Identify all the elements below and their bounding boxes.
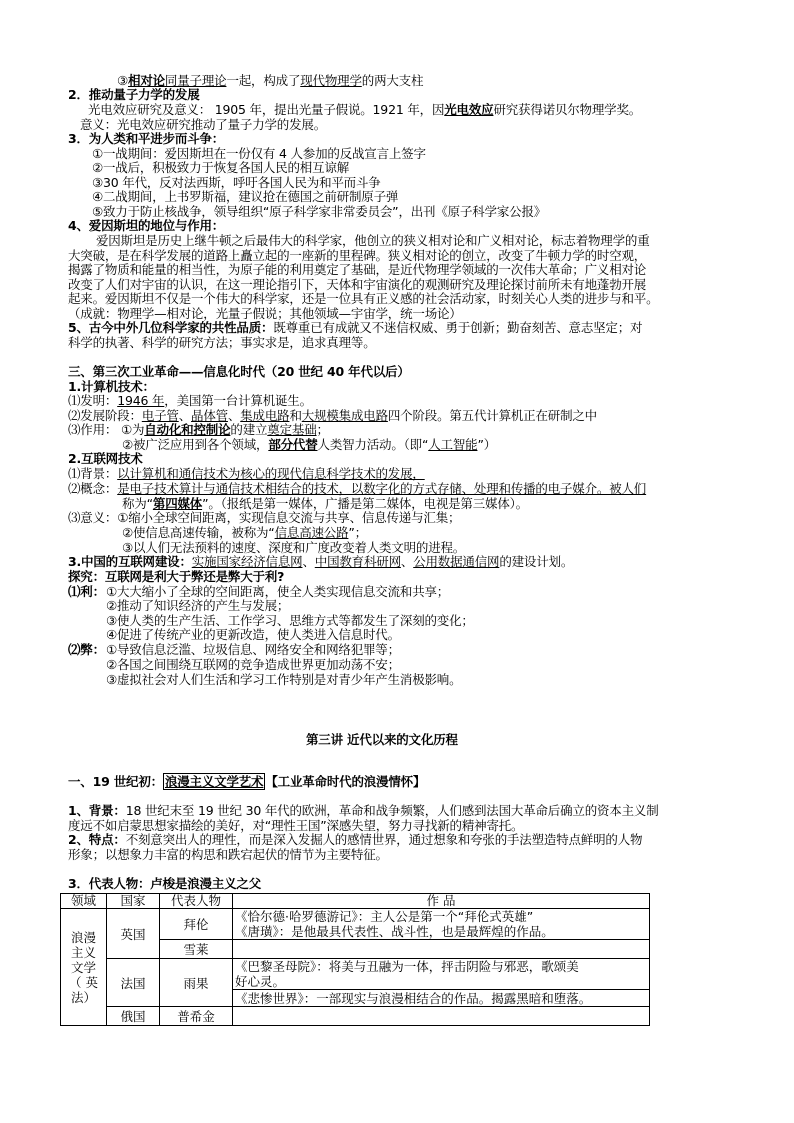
cons-item: ③虚拟社会对人们生活和学习工作特别是对青少年产生消极影响。 bbox=[106, 672, 462, 687]
text: ②被广泛应用到各个领域， bbox=[122, 437, 269, 452]
country-cell: 英国 bbox=[107, 909, 160, 959]
text: 一、19 世纪初： bbox=[68, 774, 163, 789]
works-cell: 《悲惨世界》：一部现实与浪漫相结合的作品。揭露黑暗和堕落。 bbox=[233, 990, 650, 1007]
person-cell: 拜伦 bbox=[160, 909, 233, 940]
scientist-qualities-2: 科学的执著、科学的研究方法；事实求是，追求真理等。 bbox=[68, 335, 376, 350]
status-line: （成就：物理学—相对论，光量子假说；其他领域—宇宙学，统一场论） bbox=[68, 306, 462, 321]
table-row bbox=[61, 909, 650, 940]
text: ⑴发明： bbox=[68, 393, 118, 408]
internet-concept-2 bbox=[122, 496, 528, 511]
heading-computer: 1.计算机技术： bbox=[68, 379, 155, 394]
text: 5、古今中外几位科学家的共性品质： bbox=[68, 320, 274, 335]
pros-item: ③使人类的生产生活、工作学习、思维方式等都发生了深刻的变化； bbox=[106, 613, 474, 628]
table-row bbox=[61, 959, 650, 990]
text: ”。（报纸是第一媒体，广播是第二媒体，电视是第三媒体）。 bbox=[202, 496, 528, 511]
text: 研究获得诺贝尔物理学奖。 bbox=[493, 102, 642, 117]
text: 相对论 bbox=[128, 73, 165, 88]
internet-meaning-1: ⑶意义：①缩小全球空间距离，实现信息交流与共享、信息传递与汇集； bbox=[68, 510, 461, 525]
status-line: 大突破，是在科学发展的道路上矗立起的一座新的里程碑。狭义相对论的创立，改变了牛顿力学的时空观， bbox=[68, 248, 647, 263]
inquiry-question: 探究：互联网是利大于弊还是弊大于利? bbox=[68, 569, 285, 584]
header-works: 作 品 bbox=[233, 894, 650, 909]
computer-stages bbox=[68, 408, 597, 423]
background-line-2: 度远不如启蒙思想家描绘的美好，对“理性王国”深感失望，努力寻找新的精神寄托。 bbox=[68, 818, 524, 833]
cons-label: ⑵弊： bbox=[68, 642, 105, 657]
lecture-title: 第三讲 近代以来的文化历程 bbox=[306, 732, 458, 747]
peace-item: ④二战期间，上书罗斯福，建议抢在德国之前研制原子弹 bbox=[92, 189, 399, 204]
person-cell: 普希金 bbox=[160, 1007, 233, 1026]
field-text: 浪漫 bbox=[70, 929, 96, 945]
text: 既尊重已有成就又不迷信权威、勇于创新；勤奋刻苦、意志坚定；对 bbox=[273, 320, 643, 335]
text: 公用数据通信网 bbox=[413, 554, 500, 569]
works-cell bbox=[233, 959, 650, 990]
section-title-info-age: 三、第三次工业革命——信息化时代（20 世纪 40 年代以后） bbox=[68, 364, 410, 379]
field-cell bbox=[61, 909, 107, 1026]
table-row bbox=[61, 1007, 650, 1026]
text: 、 bbox=[227, 408, 241, 423]
text: ③ bbox=[117, 73, 129, 88]
heading-romanticism bbox=[68, 774, 425, 789]
china-internet bbox=[68, 554, 573, 569]
text: ②使信息高速传输，被称为“ bbox=[122, 525, 275, 540]
text: 和 bbox=[289, 408, 302, 423]
text: 光电效应研究及意义： 1905 年，提出光量子假说。1921 年，因 bbox=[88, 102, 445, 117]
status-line: 揭露了物质和能量的相当性，为原子能的利用奠定了基础，是近代物理学领域的一次伟大革命；广义相对论 bbox=[68, 262, 647, 277]
background-line bbox=[68, 803, 659, 818]
text: 第四媒体 bbox=[152, 496, 203, 511]
features-line bbox=[68, 832, 642, 847]
status-line: 爱因斯坦是历史上继牛顿之后最伟大的科学家，他创立的狭义相对论和广义相对论，标志着物理学的重 bbox=[96, 233, 650, 248]
works-cell bbox=[233, 940, 650, 959]
text: 1、背景： bbox=[68, 803, 126, 818]
status-line: 起来。爱因斯坦不仅是一个伟大的科学家，还是一位具有正义感的社会活动家，时刻关心人类的进步与和平。 bbox=[68, 291, 659, 306]
field-text: 文学 bbox=[70, 959, 96, 975]
text: ； bbox=[316, 422, 329, 437]
text: 奠定基础 bbox=[267, 422, 317, 437]
status-line: 改变了人们对宇宙的认识，在这一理论指引下，天体和宇宙演化的观测研究及理论探讨前所未有地蓬勃开展 bbox=[68, 277, 647, 292]
text: 不刻意突出人的理性，而是深入发掘人的感情世界，通过想象和夸张的手法塑造特点鲜明的人物 bbox=[125, 832, 643, 847]
text: 3.中国的互联网建设： bbox=[68, 554, 192, 569]
text: 部分代替 bbox=[268, 437, 318, 452]
work-text: 《恰尔德·哈罗德游记》：主人公是第一个“拜伦式英雄” bbox=[235, 909, 534, 924]
text: 浪漫主义文学艺术 bbox=[164, 774, 264, 789]
text: ⑴背景： bbox=[68, 466, 118, 481]
representatives-table bbox=[60, 893, 650, 1026]
header-country: 国家 bbox=[107, 894, 160, 909]
pros-label: ⑴利： bbox=[68, 584, 105, 599]
photoelectric-line bbox=[88, 102, 641, 117]
cons-item: ②各国之间围绕互联网的竞争造成世界更加动荡不安； bbox=[106, 657, 400, 672]
field-text: 主义 bbox=[70, 944, 96, 960]
photoelectric-meaning: 意义：光电效应研究推动了量子力学的发展。 bbox=[80, 117, 327, 132]
text: 一起，构成了 bbox=[226, 73, 301, 88]
text: 是电子技术算计与通信技术相结合的技术，以数字化的方式存储、处理和传播的电子媒介。被人们 bbox=[117, 481, 647, 496]
internet-concept bbox=[68, 481, 646, 496]
text: 【工业革命时代的浪漫情怀】 bbox=[265, 774, 426, 789]
text: 国家经济信息网 bbox=[216, 554, 303, 569]
text: 的两大支柱 bbox=[361, 73, 424, 88]
text: 、 bbox=[400, 554, 414, 569]
internet-background bbox=[68, 466, 425, 481]
cons-item: ①导致信息泛滥、垃圾信息、网络安全和网络犯罪等； bbox=[106, 642, 400, 657]
text: 人工智能 bbox=[428, 437, 478, 452]
text: 中国教育科研网 bbox=[314, 554, 401, 569]
text: 18 世纪末至 19 世纪 30 年代的欧洲，革命和战争频繁，人们感到法国大革命后确立的资本主义制 bbox=[125, 803, 659, 818]
heading-quantum: 2．推动量子力学的发展 bbox=[68, 87, 200, 102]
text: 、 bbox=[178, 408, 192, 423]
text: 2、特点： bbox=[68, 832, 126, 847]
computer-role bbox=[68, 422, 329, 437]
text: 的建立 bbox=[230, 422, 268, 437]
internet-meaning-3: ③以人们无法预料的速度、深度和广度改变着人类文明的进程。 bbox=[122, 540, 466, 555]
text: 称为“ bbox=[122, 496, 153, 511]
text: 1946 年 bbox=[117, 393, 165, 408]
features-line-2: 形象；以想象力丰富的构思和跌宕起伏的情节为主要特征。 bbox=[68, 847, 388, 862]
field-text: 法） bbox=[70, 989, 96, 1005]
text: 、 bbox=[302, 554, 315, 569]
text: ⑵概念： bbox=[68, 481, 118, 496]
person-cell: 雪莱 bbox=[160, 940, 233, 959]
internet-meaning-2 bbox=[122, 525, 367, 540]
text: 集成电路 bbox=[240, 408, 290, 423]
table-header-row bbox=[61, 894, 650, 909]
text: 自动化和控制论 bbox=[144, 422, 231, 437]
pros-item: ②推动了知识经济的产生与发展； bbox=[106, 598, 290, 613]
text: 人类智力活动。（即“ bbox=[317, 437, 429, 452]
heading-status: 4、爱因斯坦的地位与作用： bbox=[68, 218, 225, 233]
text: 光电效应 bbox=[444, 102, 494, 117]
pros-item: ④促进了传统产业的更新改造，使人类进入信息时代。 bbox=[106, 627, 400, 642]
text: 的建设计划。 bbox=[499, 554, 574, 569]
header-field: 领域 bbox=[61, 894, 107, 909]
works-cell bbox=[233, 909, 650, 940]
computer-invention bbox=[68, 393, 312, 408]
heading-representatives: 3．代表人物：卢梭是浪漫主义之父 bbox=[68, 876, 261, 891]
scientist-qualities bbox=[68, 320, 642, 335]
text: 四个阶段。第五代计算机正在研制之中 bbox=[387, 408, 597, 423]
text: ⑵发展阶段： bbox=[68, 408, 142, 423]
heading-internet: 2.互联网技术 bbox=[68, 451, 143, 466]
text: 信息高速公路 bbox=[274, 525, 349, 540]
peace-item: ③30 年代，反对法西斯，呼吁各国人民为和平而斗争 bbox=[92, 175, 381, 190]
peace-item: ⑤致力于防止核战争，领导组织“原子科学家非常委员会”，出刊《原子科学家公报》 bbox=[92, 204, 547, 219]
text: ，美国第一台计算机诞生。 bbox=[164, 393, 312, 408]
heading-peace: 3．为人类和平进步而斗争： bbox=[68, 131, 225, 146]
field-text: （ 英 bbox=[69, 974, 98, 990]
work-text: 《唐璜》：是他最具代表性、战斗性，也是最辉煌的作品。 bbox=[235, 924, 554, 939]
peace-item: ①一战期间：爱因斯坦在一份仅有 4 人参加的反战宣言上签字 bbox=[92, 146, 426, 161]
pros-item: ①大大缩小了全球的空间距离，使全人类实现信息交流和共享； bbox=[106, 584, 450, 599]
text: 大规模集成电路 bbox=[301, 408, 388, 423]
text: ”； bbox=[348, 525, 367, 540]
text: 以计算机和通信技术为核心的现代信息科学技术的发展， bbox=[117, 466, 425, 481]
text: 同量子理论 bbox=[164, 73, 227, 88]
text: 晶体管 bbox=[191, 408, 228, 423]
text: 实施 bbox=[191, 554, 217, 569]
person-cell: 雨果 bbox=[160, 959, 233, 1007]
relativity-line bbox=[117, 73, 423, 88]
header-person: 代表人物 bbox=[160, 894, 233, 909]
peace-item: ②一战后，积极致力于恢复各国人民的相互谅解 bbox=[92, 160, 350, 175]
country-cell: 俄国 bbox=[107, 1007, 160, 1026]
country-cell: 法国 bbox=[107, 959, 160, 1007]
text: 电子管 bbox=[141, 408, 179, 423]
work-text: 《巴黎圣母院》：将美与丑融为一体，抨击阴险与邪恶，歌颂美 bbox=[235, 959, 579, 974]
computer-role-2 bbox=[122, 437, 496, 452]
text: ⑶作用： ①为 bbox=[68, 422, 145, 437]
works-cell bbox=[233, 1007, 650, 1026]
work-text: 好心灵。 bbox=[235, 974, 286, 989]
text: ”） bbox=[477, 437, 497, 452]
text: 现代物理学 bbox=[300, 73, 362, 88]
